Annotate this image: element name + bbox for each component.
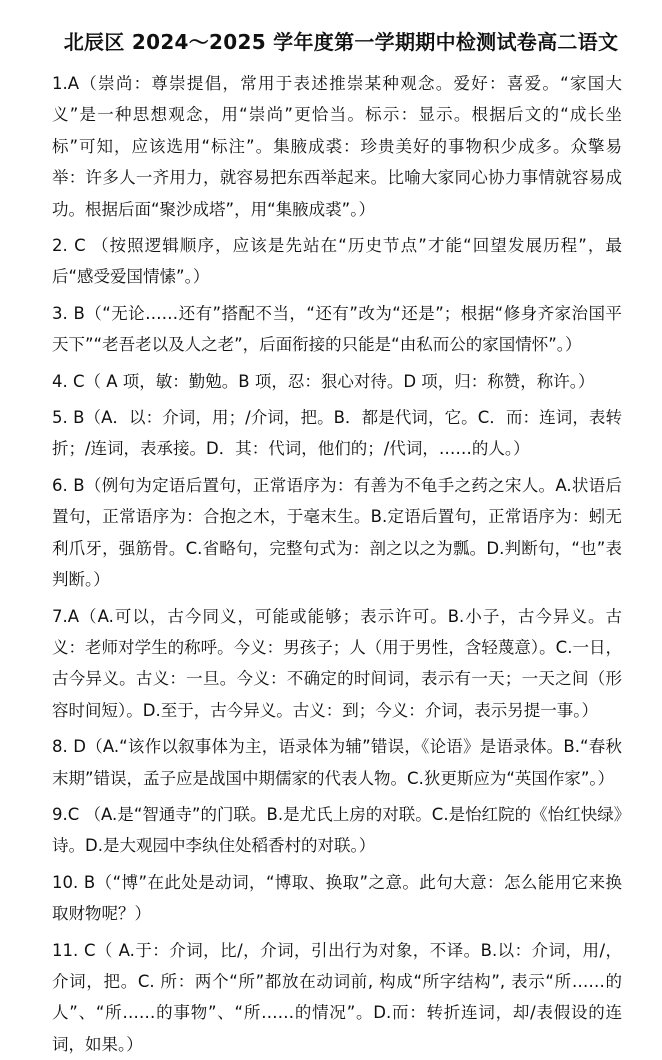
answer-item-1: 1.A（崇尚：尊崇提倡，常用于表述推崇某种观念。爱好：喜爱。“家国大义”是一种思想观念，用“崇尚”更恰当。标示：显示。根据后文的“成长坐标”可知，应该选用“标注”。集腋成裘：珍贵美好的事物积少成多。众擎易举：许多人一齐用力，就容易把东西举起来。比喻大家同心协力事情就容易成功。根据后面“聚沙成塔”，用“集腋成裘”。）	[52, 74, 622, 219]
answer-item-3: 3. B（“无论……还有”搭配不当，“还有”改为“还是”；根据“修身齐家治国平天下”“老吾老以及人之老”，后面衔接的只能是“由私而公的家国情怀”。）	[52, 303, 622, 355]
answer-item-11: 11. C（ A.于：介词，比/，介词，引出行为对象，不译。B.以：介词，用/，介词，把。C. 所：两个“所”都放在动词前, 构成“所字结构”, 表示“所……的人”、“所……的事物”、“所……的情况”。D.而：转折连词，却/表假设的连词，如果。）	[52, 940, 622, 1054]
answer-list	[52, 68, 622, 1060]
answer-item-7: 7.A（A.可以，古今同义，可能或能够；表示许可。B.小子，古今异义。古义：老师对学生的称呼。今义：男孩子；人（用于男性，含轻蔑意）。C.一日，古今异义。古义：一旦。今义：不确定的时间词，表示有一天；一天之间（形容时间短）。D.至于，古今异义。古义：到；今义：介词，表示另提一事。）	[52, 606, 622, 720]
answer-item-2: 2. C （按照逻辑顺序，应该是先站在“历史节点”才能“回望发展历程”，最后“感受爱国情愫”。）	[52, 236, 622, 287]
answer-item-4: 4. C（ A 项，敏：勤勉。B 项，忍：狠心对待。D 项，归：称赞，称许。）	[52, 371, 595, 391]
answer-item-10: 10. B（“博”在此处是动词，“博取、换取”之意。此句大意：怎么能用它来换取财物呢？）	[52, 872, 622, 924]
page-title: 北辰区 2024～2025 学年度第一学期期中检测试卷高二语文	[63, 30, 619, 54]
answer-item-8: 8. D（A.“该作以叙事体为主，语录体为辅”错误，《论语》是语录体。B.“春秋末期”错误，孟子应是战国中期儒家的代表人物。C.狄更斯应为“英国作家”。）	[52, 737, 622, 788]
answer-item-6: 6. B（例句为定语后置句，正常语序为：有善为不龟手之药之宋人。A.状语后置句，正常语序为：合抱之木，于毫末生。B.定语后置句，正常语序为：蚓无利爪牙，强筋骨。C.省略句，完整句式为：剖之以之为瓢。D.判断句，“也”表判断。）	[52, 475, 622, 590]
answer-item-5: 5. B（A．以：介词，用；/介词，把。B．都是代词，它。C．而：连词，表转折；/连词，表承接。D．其：代词，他们的；/代词，……的人。）	[52, 408, 622, 459]
answer-item-9: 9.C （A.是“智通寺”的门联。B.是尤氏上房的对联。C.是怡红院的《怡红快绿》诗。D.是大观园中李纨住处稻香村的对联。）	[52, 804, 622, 856]
